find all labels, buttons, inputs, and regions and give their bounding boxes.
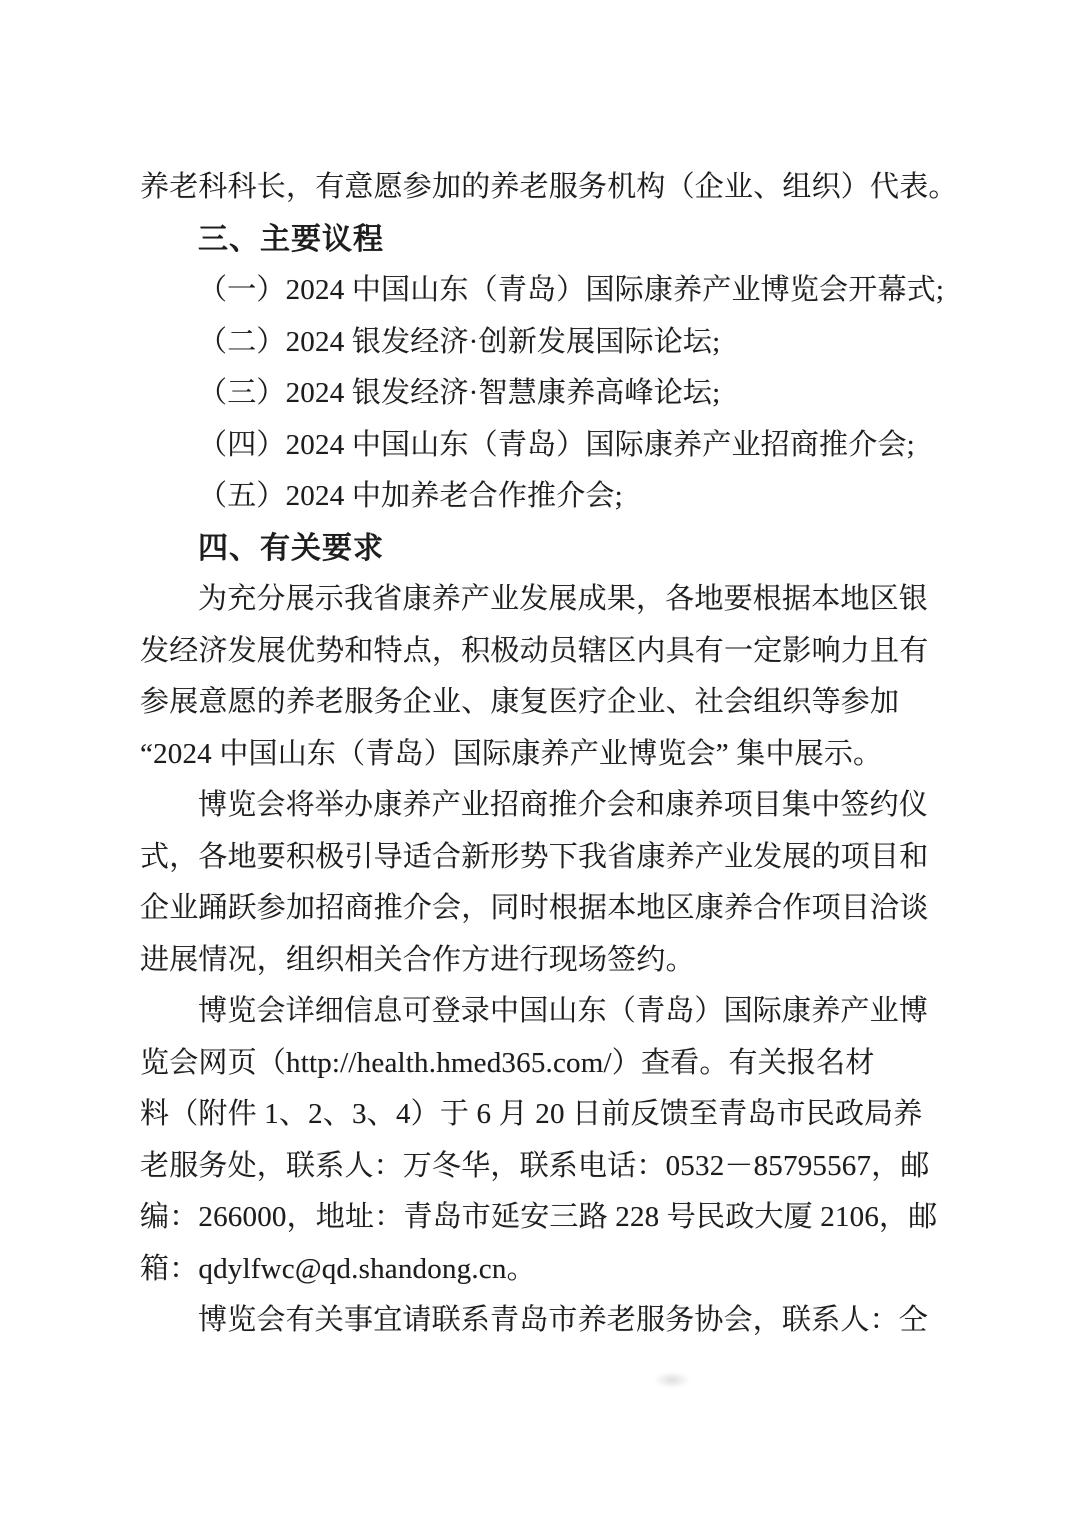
document-line: 料（附件 1、2、3、4）于 6 月 20 日前反馈至青岛市民政局养 — [140, 1098, 923, 1130]
document-line: （三）2024 银发经济·智慧康养高峰论坛; — [198, 377, 721, 409]
document-line: “2024 中国山东（青岛）国际康养产业博览会” 集中展示。 — [140, 737, 883, 770]
document-line: 参展意愿的养老服务企业、康复医疗企业、社会组织等参加 — [140, 686, 900, 718]
section-heading: 四、有关要求 — [198, 531, 384, 565]
document-line: 为充分展示我省康养产业发展成果，各地要根据本地区银 — [198, 583, 929, 615]
document-line: 编：266000，地址：青岛市延安三路 228 号民政大厦 2106，邮 — [140, 1201, 938, 1233]
document-line: 老服务处，联系人：万冬华，联系电话：0532－85795567，邮 — [140, 1149, 930, 1182]
document-line: （四）2024 中国山东（青岛）国际康养产业招商推介会; — [198, 428, 915, 461]
document-line: 博览会有关事宜请联系青岛市养老服务协会，联系人：仝 — [198, 1304, 929, 1336]
document-line: 箱：qdylfwc@qd.shandong.cn。 — [140, 1252, 536, 1285]
document-line: （五）2024 中加养老合作推介会; — [198, 480, 623, 512]
document-line: （一）2024 中国山东（青岛）国际康养产业博览会开幕式; — [198, 274, 945, 306]
document-line: 进展情况，组织相关合作方进行现场签约。 — [140, 943, 695, 976]
section-heading: 三、主要议程 — [198, 222, 384, 256]
document-line: （二）2024 银发经济·创新发展国际论坛; — [198, 325, 721, 358]
scan-smudge — [655, 1372, 689, 1388]
document-line: 养老科科长，有意愿参加的养老服务机构（企业、组织）代表。 — [140, 171, 958, 203]
document-line: 博览会详细信息可登录中国山东（青岛）国际康养产业博 — [198, 995, 929, 1027]
document-line: 览会网页（http://health.hmed365.com/）查看。有关报名材 — [140, 1046, 875, 1079]
document-line: 发经济发展优势和特点，积极动员辖区内具有一定影响力且有 — [140, 634, 929, 667]
document-body — [140, 162, 958, 1347]
document-line: 企业踊跃参加招商推介会，同时根据本地区康养合作项目洽谈 — [140, 892, 929, 924]
document-line: 式，各地要积极引导适合新形势下我省康养产业发展的项目和 — [140, 840, 929, 873]
document-line: 博览会将举办康养产业招商推介会和康养项目集中签约仪 — [198, 789, 929, 821]
